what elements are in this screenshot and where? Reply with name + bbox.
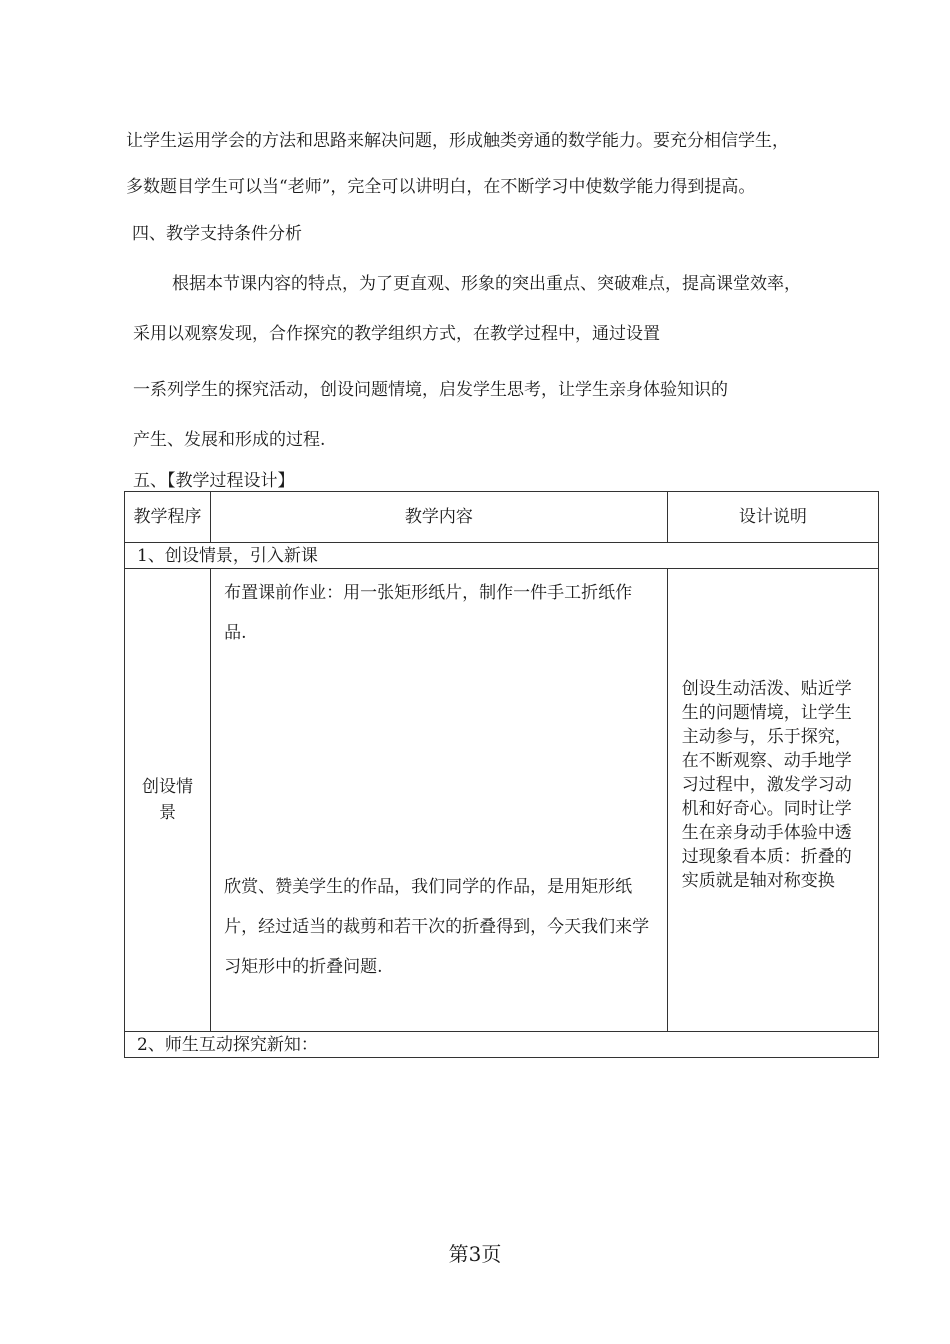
page-number: 第3页 (448, 1242, 502, 1266)
content-cell (211, 569, 668, 1032)
section-2-title: 2、师生互动探究新知： (125, 1032, 879, 1058)
header-notes: 设计说明 (667, 492, 878, 543)
paragraph-line: 采用以观察发现，合作探究的教学组织方式，在教学过程中，通过设置 (133, 324, 660, 344)
paragraph-line: 一系列学生的探究活动，创设问题情境，启发学生思考，让学生亲身体验知识的 (133, 380, 728, 400)
design-note: 创设生动活泼、贴近学生的问题情境，让学生主动参与，乐于探究，在不断观察、动手地学习过程中，激发学习动机和好奇心。同时让学生在亲身动手体验中透过现象看本质：折叠的实质就是轴对称变换 (681, 679, 852, 891)
section-1-title: 1、创设情景，引入新课 (125, 543, 879, 569)
header-content: 教学内容 (211, 492, 668, 543)
section-row (125, 543, 879, 569)
paragraph-line: 根据本节课内容的特点，为了更直观、形象的突出重点、突破难点，提高课堂效率， (172, 274, 801, 294)
section-row (125, 1032, 879, 1058)
paragraph-line: 多数题目学生可以当“老师”，完全可以讲明白，在不断学习中使数学能力得到提高。 (126, 177, 756, 197)
content-block-appreciation: 欣赏、赞美学生的作品，我们同学的作品，是用矩形纸片，经过适当的裁剪和若干次的折叠得到，今天我们来学习矩形中的折叠问题. (224, 877, 650, 977)
section-heading-4: 四、教学支持条件分析 (132, 224, 302, 244)
section-heading-5: 五、【教学过程设计】 (133, 471, 295, 491)
paragraph-line: 让学生运用学会的方法和思路来解决问题，形成触类旁通的数学能力。要充分相信学生， (126, 131, 789, 151)
stage-cell (125, 569, 211, 1032)
content-block-homework: 布置课前作业：用一张矩形纸片，制作一件手工折纸作品. (224, 583, 633, 643)
paragraph-line: 产生、发展和形成的过程. (133, 430, 326, 450)
table-row (125, 569, 879, 1032)
stage-label: 创设情景 (142, 777, 194, 823)
notes-cell (667, 569, 878, 1032)
table-header-row (125, 492, 879, 543)
header-procedure: 教学程序 (125, 492, 211, 543)
teaching-process-table (124, 491, 879, 1058)
